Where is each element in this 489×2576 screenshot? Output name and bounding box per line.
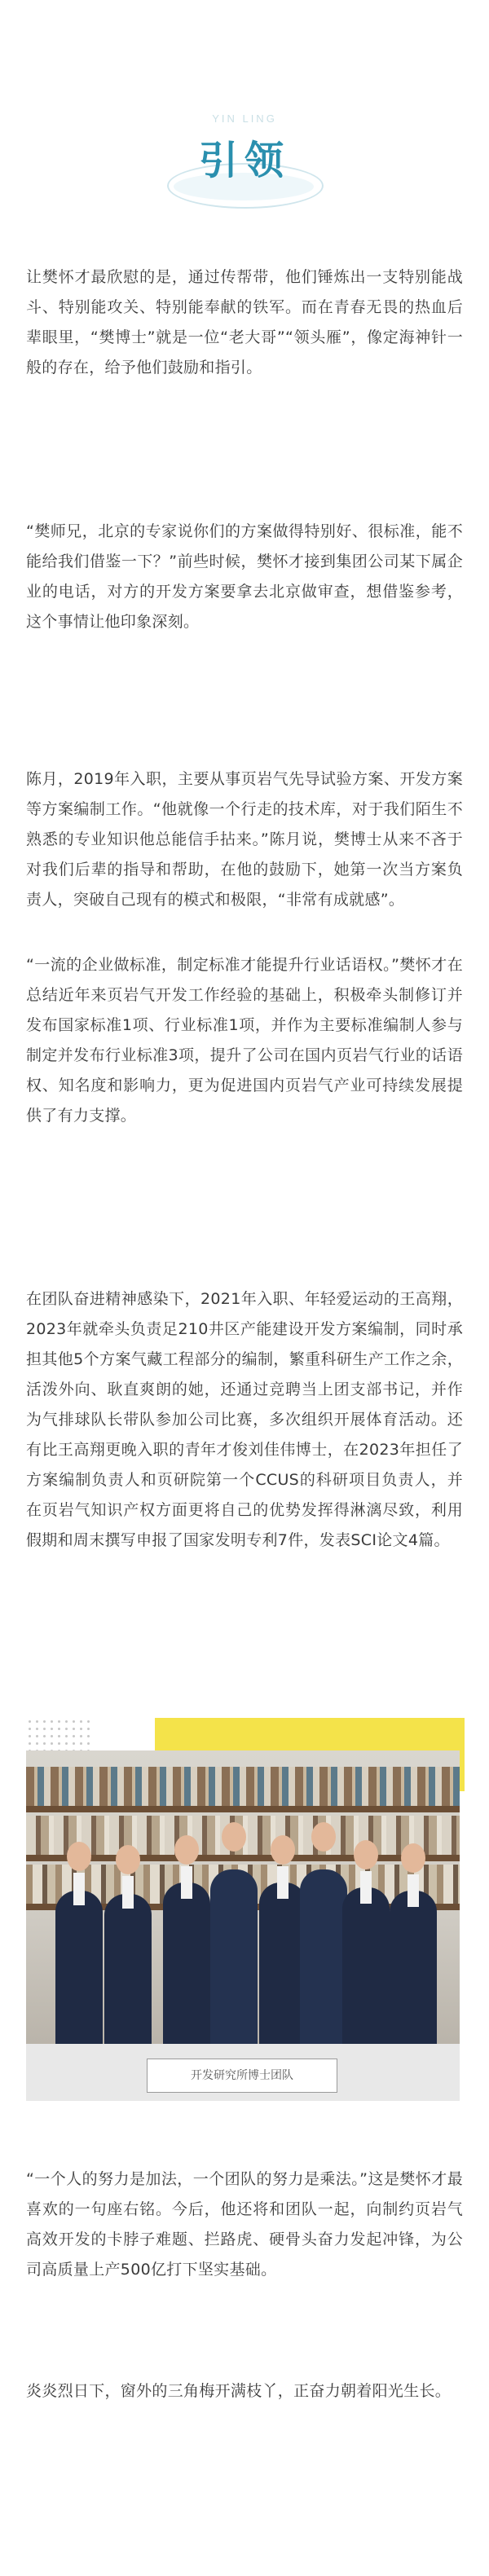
paragraph-7 xyxy=(26,2376,463,2406)
paragraph-2 xyxy=(26,517,463,637)
paragraph-3 xyxy=(26,764,463,915)
paragraph-6 xyxy=(26,2164,463,2285)
photo-caption: 开发研究所博士团队 xyxy=(147,2059,337,2093)
paragraph-text: “一流的企业做标准，制定标准才能提升行业话语权。”樊怀才在总结近年来页岩气开发工作经验的基础上，积极牵头制修订并发布国家标准1项、行业标准1项，并作为主要标准编制人参与制定并发布行业标准3项，提升了公司在国内页岩气行业的话语权、知名度和影响力，更为促进国内页岩气产业可持续发展提供了有力支撑。 xyxy=(26,956,463,1125)
paragraph-text: “樊师兄，北京的专家说你们的方案做得特别好、很标准，能不能给我们借鉴一下？”前些时候，樊怀才接到集团公司某下属企业的电话，对方的开发方案要拿去北京做审查，想借鉴参考，这个事情让他印象深刻。 xyxy=(26,522,463,631)
paragraph-text: “一个人的努力是加法，一个团队的努力是乘法。”这是樊怀才最喜欢的一句座右铭。今后，他还将和团队一起，向制约页岩气高效开发的卡脖子难题、拦路虎、硬骨头奋力发起冲锋，为公司高质量上产500亿打下坚实基础。 xyxy=(26,2170,463,2279)
section-title: 引领 xyxy=(198,138,290,183)
team-photo-block xyxy=(0,1718,489,2117)
paragraph-1 xyxy=(26,262,463,383)
paragraph-5 xyxy=(26,1284,463,1556)
section-subtitle: YIN LING xyxy=(212,112,277,125)
paragraph-text: 让樊怀才最欣慰的是，通过传帮带，他们锤炼出一支特别能战斗、特别能攻关、特别能奉献的铁军。而在青春无畏的热血后辈眼里，“樊博士”就是一位“老大哥”“领头雁”，像定海神针一般的存在，给予他们鼓励和指引。 xyxy=(26,268,463,376)
paragraph-text: 炎炎烈日下，窗外的三角梅开满枝丫，正奋力朝着阳光生长。 xyxy=(26,2382,452,2400)
section-header xyxy=(0,106,489,253)
paragraph-text: 陈月，2019年入职，主要从事页岩气先导试验方案、开发方案等方案编制工作。“他就像一个行走的技术库，对于我们陌生不熟悉的专业知识他总能信手拈来。”陈月说，樊博士从来不吝于对我们后辈的指导和帮助，在他的鼓励下，她第一次当方案负责人，突破自己现有的模式和极限，“非常有成就感”。 xyxy=(26,770,463,909)
paragraph-text: 在团队奋进精神感染下，2021年入职、年轻爱运动的王高翔， 2023年就牵头负责足210井区产能建设开发方案编制，同时承担其他5个方案气藏工程部分的编制，繁重科研生产工作之余，活泼外向、耿直爽朗的她，还通过竞聘当上团支部书记，并作为气排球队长带队参加公司比赛，多次组织开展体育活动。还有比王高翔更晚入职的青年才俊刘佳伟博士，在2023年担任了方案编制负责人和页研院第一个CCUS的科研项目负责人，并在页岩气知识产权方面更将自己的优势发挥得淋漓尽致，利用假期和周末撰写申报了国家发明专利7件，发表SCI论文4篇。 xyxy=(26,1290,463,1549)
paragraph-4 xyxy=(26,950,463,1131)
team-photo xyxy=(26,1750,460,2054)
